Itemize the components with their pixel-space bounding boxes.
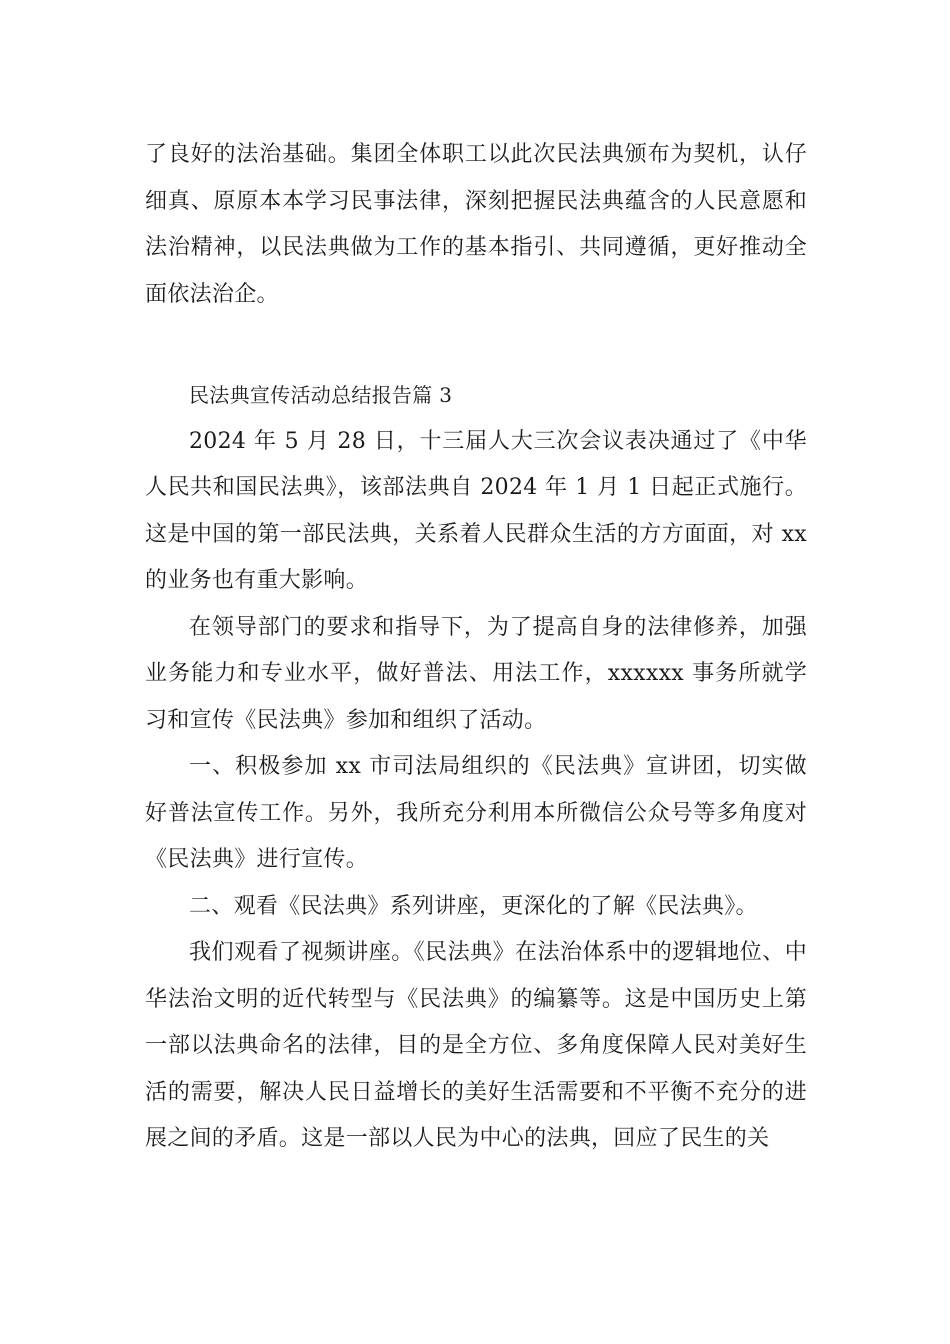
paragraph-3: 一、积极参加 xx 市司法局组织的《民法典》宣讲团，切实做好普法宣传工作。另外，我所充分利用本所微信公众号等多角度对《民法典》进行宣传。	[145, 754, 807, 872]
section-heading: 民法典宣传活动总结报告篇 3	[189, 383, 453, 407]
paragraph-4: 二、观看《民法典》系列讲座，更深化的了解《民法典》。	[189, 893, 758, 919]
paragraph-1: 2024 年 5 月 28 日，十三届人大三次会议表决通过了《中华人民共和国民法典》，该部法典自 2024 年 1 月 1 日起正式施行。这是中国的第一部民法典，关系着人民群众生活的方方面面，对 xx 的业务也有重大影响。	[145, 428, 807, 593]
paragraph-5: 我们观看了视频讲座。《民法典》在法治体系中的逻辑地位、中华法治文明的近代转型与《民法典》的编纂等。这是中国历史上第一部以法典命名的法律，目的是全方位、多角度保障人民对美好生活的需要，解决人民日益增长的美好生活需要和不平衡不充分的进展之间的矛盾。这是一部以人民为中心的法典，回应了民生的关	[145, 940, 807, 1151]
paragraph-2: 在领导部门的要求和指导下，为了提高自身的法律修养，加强业务能力和专业水平，做好普法、用法工作，xxxxxx 事务所就学习和宣传《民法典》参加和组织了活动。	[145, 614, 807, 733]
document-body	[145, 132, 807, 1163]
intro-paragraph: 了良好的法治基础。集团全体职工以此次民法典颁布为契机，认仔细真、原原本本学习民事法律，深刻把握民法典蕴含的人民意愿和法治精神，以民法典做为工作的基本指引、共同遵循，更好推动全面依法治企。	[145, 142, 807, 307]
